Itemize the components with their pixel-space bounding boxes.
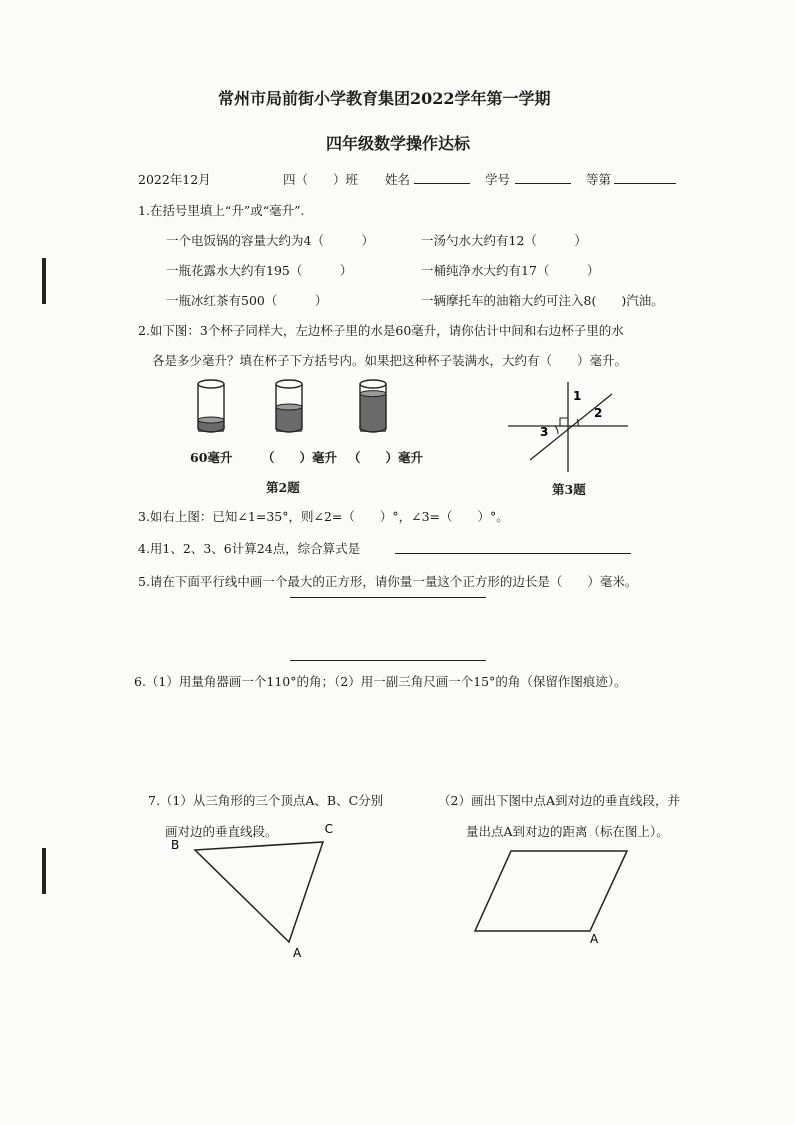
- q7-part1-line1: 7.（1）从三角形的三个顶点A、B、C分别: [148, 793, 384, 808]
- q7-part2-line1: （2）画出下图中点A到对边的垂直线段，并: [438, 793, 680, 808]
- q3-text: 3.如右上图：已知∠1=35°，则∠2=（ ）°，∠3=（ ）°。: [138, 509, 509, 524]
- q7-part2-line2: 量出点A到对边的距离（标在图上）。: [466, 824, 669, 839]
- q2-figure-caption: 第2题: [266, 480, 300, 495]
- grade-field[interactable]: [614, 183, 676, 184]
- cup-label-middle: （ ）毫升: [262, 450, 338, 465]
- cup-label-left: 60毫升: [190, 450, 233, 465]
- angle-label-2: 2: [594, 406, 603, 420]
- q1-item: 一个电饭锅的容量大约为4（ ）: [166, 233, 374, 248]
- q1-item: 一桶纯净水大约有17（ ）: [421, 263, 600, 278]
- class-field-label: 四（ ）班: [283, 172, 359, 187]
- q1-item: 一瓶冰红茶有500（ ）: [166, 293, 328, 308]
- q2-text-line2: 各是多少毫升？填在杯子下方括号内。如果把这种杯子装满水，大约有（ ）毫升。: [152, 353, 628, 368]
- triangle-figure: [165, 820, 335, 960]
- exam-title: 常州市局前街小学教育集团2022学年第一学期: [218, 89, 551, 108]
- cup-rim: [360, 380, 386, 388]
- grade-label: 等第: [586, 172, 612, 187]
- q1-prompt: 1.在括号里填上“升”或“毫升”.: [138, 203, 305, 218]
- q5-text: 5.请在下面平行线中画一个最大的正方形，请你量一量这个正方形的边长是（ ）毫米。: [138, 574, 638, 589]
- q4-text: 4.用1、2、3、6计算24点，综合算式是: [138, 541, 361, 556]
- cup-rim: [276, 380, 302, 388]
- angle-label-3: 3: [540, 425, 549, 439]
- student-number-label: 学号: [485, 172, 511, 187]
- cup-water-surface: [360, 391, 386, 397]
- cups-figure: [180, 378, 420, 438]
- parallelogram-figure: [470, 845, 640, 945]
- parallel-line-top: [290, 597, 486, 598]
- vertex-label-c: C: [324, 822, 333, 836]
- cup-water: [360, 394, 386, 432]
- exam-date: 2022年12月: [138, 172, 211, 187]
- q1-item: 一汤勺水大约有12（ ）: [421, 233, 587, 248]
- q6-text: 6.（1）用量角器画一个110°的角；（2）用一副三角尺画一个15°的角（保留作图痕迹）。: [134, 674, 627, 689]
- cup-water-surface: [198, 417, 224, 423]
- q1-item: 一辆摩托车的油箱大约可注入8( )汽油。: [421, 293, 664, 308]
- cup: [198, 380, 224, 432]
- student-number-field[interactable]: [515, 183, 571, 184]
- q3-figure-caption: 第3题: [552, 482, 586, 497]
- name-field[interactable]: [414, 183, 470, 184]
- vertex-label-a: A: [293, 946, 302, 960]
- q7-part1-line2: 画对边的垂直线段。: [165, 824, 278, 839]
- vertex-label-a: A: [590, 932, 599, 945]
- scan-mark-bottom: [42, 848, 46, 894]
- q4-answer-line[interactable]: [395, 553, 631, 554]
- cup-label-right: （ ）毫升: [348, 450, 424, 465]
- angles-figure: [508, 380, 638, 475]
- parallel-line-bottom: [290, 660, 486, 661]
- cup-rim: [198, 380, 224, 388]
- scan-mark-top: [42, 258, 46, 304]
- vertex-label-b: B: [171, 838, 180, 852]
- q2-text-line1: 2.如下图：3个杯子同样大，左边杯子里的水是60毫升，请你估计中间和右边杯子里的水: [138, 323, 624, 338]
- name-field-label: 姓名: [385, 172, 411, 187]
- cup-water: [276, 407, 302, 432]
- exam-subtitle: 四年级数学操作达标: [326, 134, 471, 153]
- q1-item: 一瓶花露水大约有195（ ）: [166, 263, 353, 278]
- cup-water-surface: [276, 404, 302, 410]
- angle-label-1: 1: [573, 389, 582, 403]
- cup: [276, 380, 302, 432]
- cup: [360, 380, 386, 432]
